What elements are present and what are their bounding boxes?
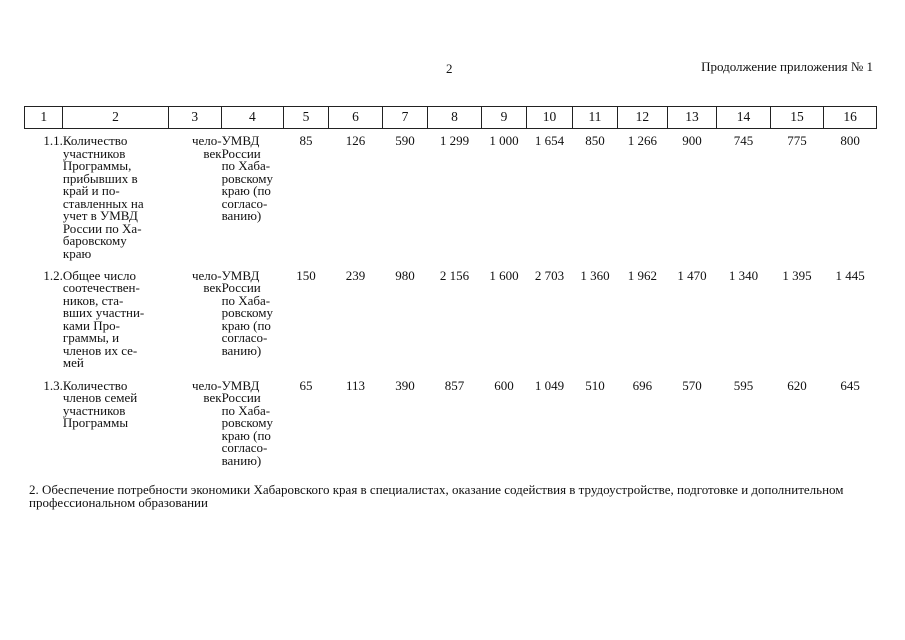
value-cell: 1 445: [835, 267, 865, 283]
value-cell: 1 654: [534, 133, 565, 148]
value-cell: 570: [682, 377, 702, 393]
value-cell: 113: [345, 377, 365, 393]
table-row: [25, 374, 877, 472]
value-cell: 620: [787, 377, 807, 393]
column-header: 16: [824, 107, 877, 129]
value-cell: 745: [733, 133, 754, 148]
row-number: 1.1.: [43, 133, 63, 148]
value-cell: 1 049: [534, 377, 565, 393]
value-cell: 1 360: [580, 267, 610, 283]
column-header: 15: [770, 107, 824, 129]
unit-cell: чело- век: [191, 133, 222, 161]
continuation-label: Продолжение приложения № 1: [701, 59, 873, 74]
value-cell: 645: [840, 377, 860, 393]
unit-cell: чело- век: [191, 267, 222, 295]
value-cell: 1 395: [782, 267, 812, 283]
value-cell: 2 703: [534, 267, 565, 283]
column-header: 8: [428, 107, 482, 129]
value-cell: 1 266: [627, 133, 658, 148]
value-cell: 696: [632, 377, 653, 393]
value-cell: 595: [733, 377, 754, 393]
value-cell: 1 600: [489, 267, 519, 283]
table-row: [25, 129, 877, 264]
row-number: 1.3.: [43, 377, 63, 393]
executor-cell: УМВД России по Хаба- ровскому краю (по согласо- ванию): [221, 267, 274, 358]
value-cell: 126: [345, 133, 366, 148]
value-cell: 900: [682, 133, 702, 148]
value-cell: 239: [345, 267, 366, 283]
value-cell: 590: [395, 133, 415, 148]
column-header: 7: [382, 107, 427, 129]
value-cell: 510: [585, 377, 605, 393]
value-cell: 850: [585, 133, 605, 148]
value-cell: 1 299: [439, 133, 470, 148]
value-cell: 150: [296, 267, 316, 283]
row-number: 1.2.: [43, 267, 63, 283]
column-header: 12: [618, 107, 668, 129]
value-cell: 600: [494, 377, 514, 393]
value-cell: 2 156: [439, 267, 470, 283]
value-cell: 1 962: [627, 267, 658, 283]
value-cell: 1 000: [489, 133, 519, 148]
executor-cell: УМВД России по Хаба- ровскому краю (по согласо- ванию): [221, 133, 274, 223]
value-cell: 65: [299, 377, 313, 393]
column-header: 3: [168, 107, 222, 129]
column-header: 1: [25, 107, 63, 129]
value-cell: 1 470: [677, 267, 707, 283]
indicator-name: Общее число соотечествен- ников, ста- вших участни- ками Про- граммы, и членов их се- мей: [62, 267, 145, 370]
column-header: 2: [63, 107, 168, 129]
indicator-name: Количество членов семей участников Программы: [62, 377, 138, 430]
value-cell: 857: [444, 377, 465, 393]
column-header: 6: [329, 107, 383, 129]
column-header: 13: [667, 107, 717, 129]
value-cell: 980: [395, 267, 415, 283]
value-cell: 390: [395, 377, 415, 393]
column-header: 14: [717, 107, 771, 129]
column-header: 10: [527, 107, 572, 129]
column-header: 11: [572, 107, 617, 129]
executor-cell: УМВД России по Хаба- ровскому краю (по согласо- ванию): [221, 377, 274, 468]
column-header: 4: [222, 107, 284, 129]
column-header: 9: [481, 107, 526, 129]
column-header: 5: [283, 107, 328, 129]
indicator-name: Количество участников Программы, прибывших в край и по- ставленных на учет в УМВД России по Ха- баровскому краю: [62, 133, 144, 261]
value-cell: 800: [840, 133, 860, 148]
value-cell: 775: [787, 133, 807, 148]
value-cell: 85: [299, 133, 313, 148]
page-number: 2: [446, 61, 453, 76]
column-number-row: [25, 107, 877, 129]
value-cell: 1 340: [728, 267, 759, 283]
unit-cell: чело- век: [191, 377, 222, 405]
table-row: [25, 264, 877, 374]
section-heading: 2. Обеспечение потребности экономики Хабаровского края в специалистах, оказание содействия в трудоустройстве, подготовке и дополнительном профессиональном образовании: [29, 482, 844, 510]
program-indicators-table: [24, 106, 877, 472]
